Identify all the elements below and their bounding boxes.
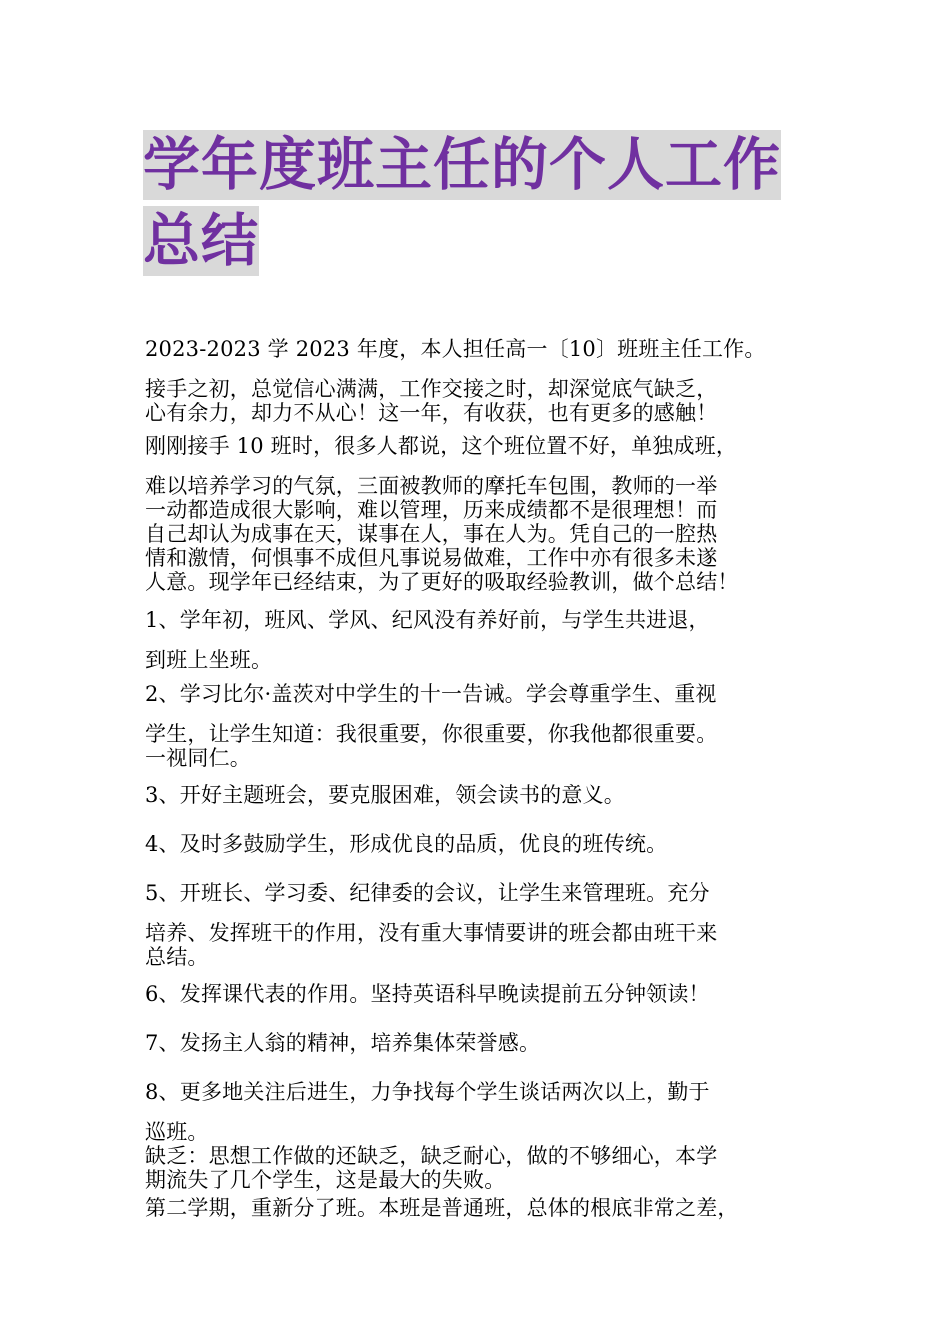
body-line: 人意。现学年已经结束，为了更好的吸取经验教训，做个总结！	[145, 570, 739, 594]
title-line-1: 学年度班主任的个人工作	[143, 132, 781, 198]
body-line: 4、及时多鼓励学生，形成优良的品质，优良的班传统。	[145, 832, 668, 856]
body-line: 总结。	[145, 945, 209, 969]
body-line: 难以培养学习的气氛，三面被教师的摩托车包围，教师的一举	[145, 474, 718, 498]
body-line: 期流失了几个学生，这是最大的失败。	[145, 1168, 506, 1192]
body-line: 培养、发挥班干的作用，没有重大事情要讲的班会都由班干来	[145, 921, 718, 945]
body-line: 1、学年初，班风、学风、纪风没有养好前，与学生共进退，	[145, 608, 710, 632]
body-line: 缺乏：思想工作做的还缺乏，缺乏耐心，做的不够细心，本学	[145, 1144, 718, 1168]
body-line: 刚刚接手 10 班时，很多人都说，这个班位置不好，单独成班，	[145, 434, 738, 458]
body-line: 学生，让学生知道：我很重要，你很重要，你我他都很重要。	[145, 722, 718, 746]
body-line: 巡班。	[145, 1120, 209, 1144]
body-line: 心有余力，却力不从心！这一年，有收获，也有更多的感触！	[145, 401, 718, 425]
body-line: 8、更多地关注后进生，力争找每个学生谈话两次以上，勤于	[145, 1080, 710, 1104]
body-line: 3、开好主题班会，要克服困难，领会读书的意义。	[145, 783, 625, 807]
body-line: 一视同仁。	[145, 746, 251, 770]
body-line: 6、发挥课代表的作用。坚持英语科早晚读提前五分钟领读！	[145, 982, 710, 1006]
body-line: 自己却认为成事在天，谋事在人，事在人为。凭自己的一腔热	[145, 522, 718, 546]
body-line: 7、发扬主人翁的精神，培养集体荣誉感。	[145, 1031, 541, 1055]
title-line-2: 总结	[143, 208, 259, 274]
body-line: 2、学习比尔·盖茨对中学生的十一告诫。学会尊重学生、重视	[145, 682, 717, 706]
body-line: 5、开班长、学习委、纪律委的会议，让学生来管理班。充分	[145, 881, 710, 905]
body-line: 一动都造成很大影响，难以管理，历来成绩都不是很理想！而	[145, 498, 718, 522]
body-line: 情和激情，何惧事不成但凡事说易做难，工作中亦有很多未遂	[145, 546, 718, 570]
body-line: 接手之初，总觉信心满满，工作交接之时，却深觉底气缺乏，	[145, 377, 718, 401]
body-line: 第二学期，重新分了班。本班是普通班，总体的根底非常之差，	[145, 1196, 739, 1220]
body-line: 2023-2023 学 2023 年度，本人担任高一〔10〕班班主任工作。	[145, 337, 766, 361]
body-line: 到班上坐班。	[145, 648, 273, 672]
